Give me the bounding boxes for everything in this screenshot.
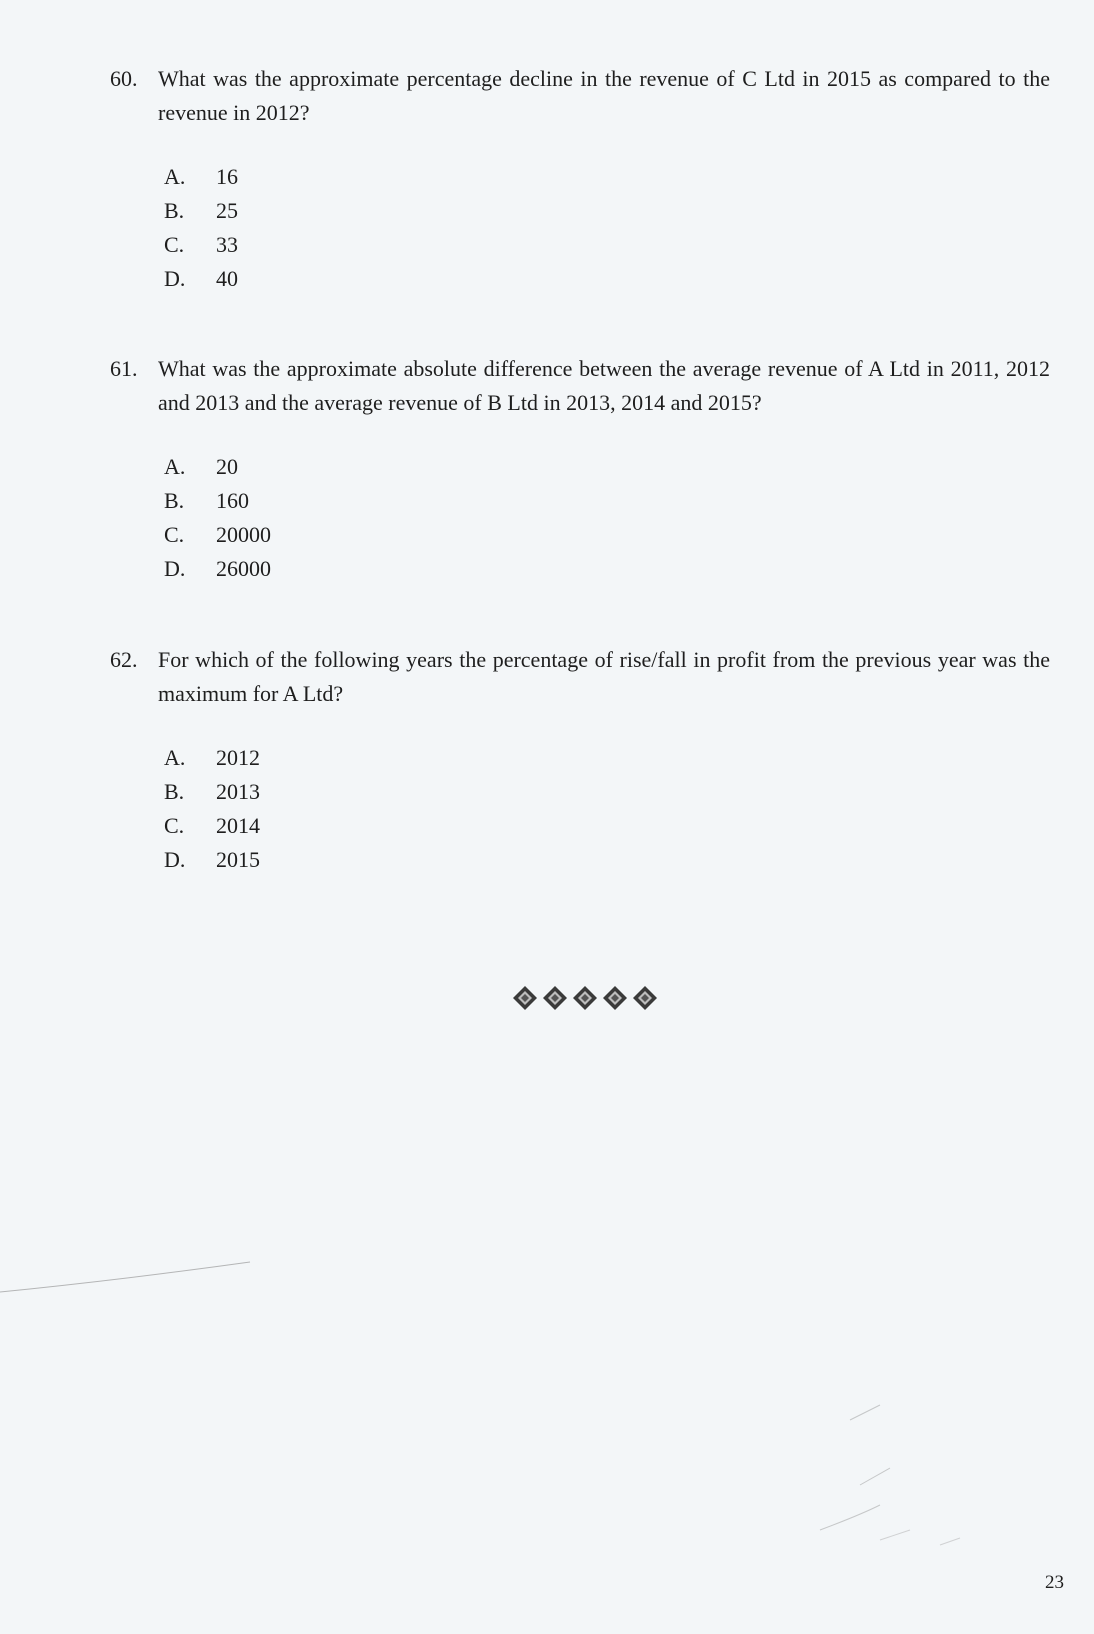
option-letter: B.	[164, 198, 185, 223]
diamond-ornament-icon	[602, 985, 628, 1011]
option-d	[164, 843, 1050, 877]
answer-options	[164, 160, 1050, 296]
option-letter: D.	[164, 847, 186, 872]
option-c	[164, 518, 1050, 552]
option-b	[164, 194, 1050, 228]
option-c	[164, 228, 1050, 262]
diamond-ornament-icon	[632, 985, 658, 1011]
question-number: 61.	[110, 356, 138, 381]
option-d	[164, 262, 1050, 296]
option-value: 16	[216, 164, 238, 189]
question-text: For which of the following years the percentage of rise/fall in profit from the previous year was the maximum for A Ltd?	[158, 647, 1050, 706]
option-a	[164, 450, 1050, 484]
diamond-ornament-icon	[512, 985, 538, 1011]
option-letter: A.	[164, 745, 186, 770]
option-letter: C.	[164, 813, 185, 838]
option-letter: B.	[164, 779, 185, 804]
option-value: 160	[216, 488, 249, 513]
end-of-section-ornament	[512, 985, 658, 1011]
question-60	[110, 62, 1050, 296]
question-62	[110, 643, 1050, 877]
option-b	[164, 484, 1050, 518]
option-value: 25	[216, 198, 238, 223]
option-value: 2013	[216, 779, 260, 804]
option-value: 40	[216, 266, 238, 291]
option-value: 26000	[216, 556, 271, 581]
option-c	[164, 809, 1050, 843]
option-a	[164, 741, 1050, 775]
option-letter: C.	[164, 232, 185, 257]
question-stem	[110, 62, 1050, 130]
option-letter: C.	[164, 522, 185, 547]
question-number: 60.	[110, 66, 138, 91]
option-value: 33	[216, 232, 238, 257]
option-value: 2015	[216, 847, 260, 872]
option-value: 20	[216, 454, 238, 479]
option-letter: A.	[164, 454, 186, 479]
option-d	[164, 552, 1050, 586]
question-stem	[110, 643, 1050, 711]
option-letter: B.	[164, 488, 185, 513]
diamond-ornament-icon	[542, 985, 568, 1011]
question-text: What was the approximate percentage decline in the revenue of C Ltd in 2015 as compared to the revenue in 2012?	[158, 66, 1050, 125]
question-text: What was the approximate absolute difference between the average revenue of A Ltd in 2011, 2012 and 2013 and the average revenue of B Ltd in 2013, 2014 and 2015?	[158, 356, 1050, 415]
question-61	[110, 352, 1050, 586]
diamond-ornament-icon	[572, 985, 598, 1011]
option-a	[164, 160, 1050, 194]
option-value: 2014	[216, 813, 260, 838]
option-value: 20000	[216, 522, 271, 547]
question-number: 62.	[110, 647, 138, 672]
answer-options	[164, 741, 1050, 877]
answer-options	[164, 450, 1050, 586]
option-b	[164, 775, 1050, 809]
question-stem	[110, 352, 1050, 420]
option-letter: D.	[164, 266, 186, 291]
page-number: 23	[1045, 1572, 1064, 1593]
option-value: 2012	[216, 745, 260, 770]
option-letter: D.	[164, 556, 186, 581]
option-letter: A.	[164, 164, 186, 189]
